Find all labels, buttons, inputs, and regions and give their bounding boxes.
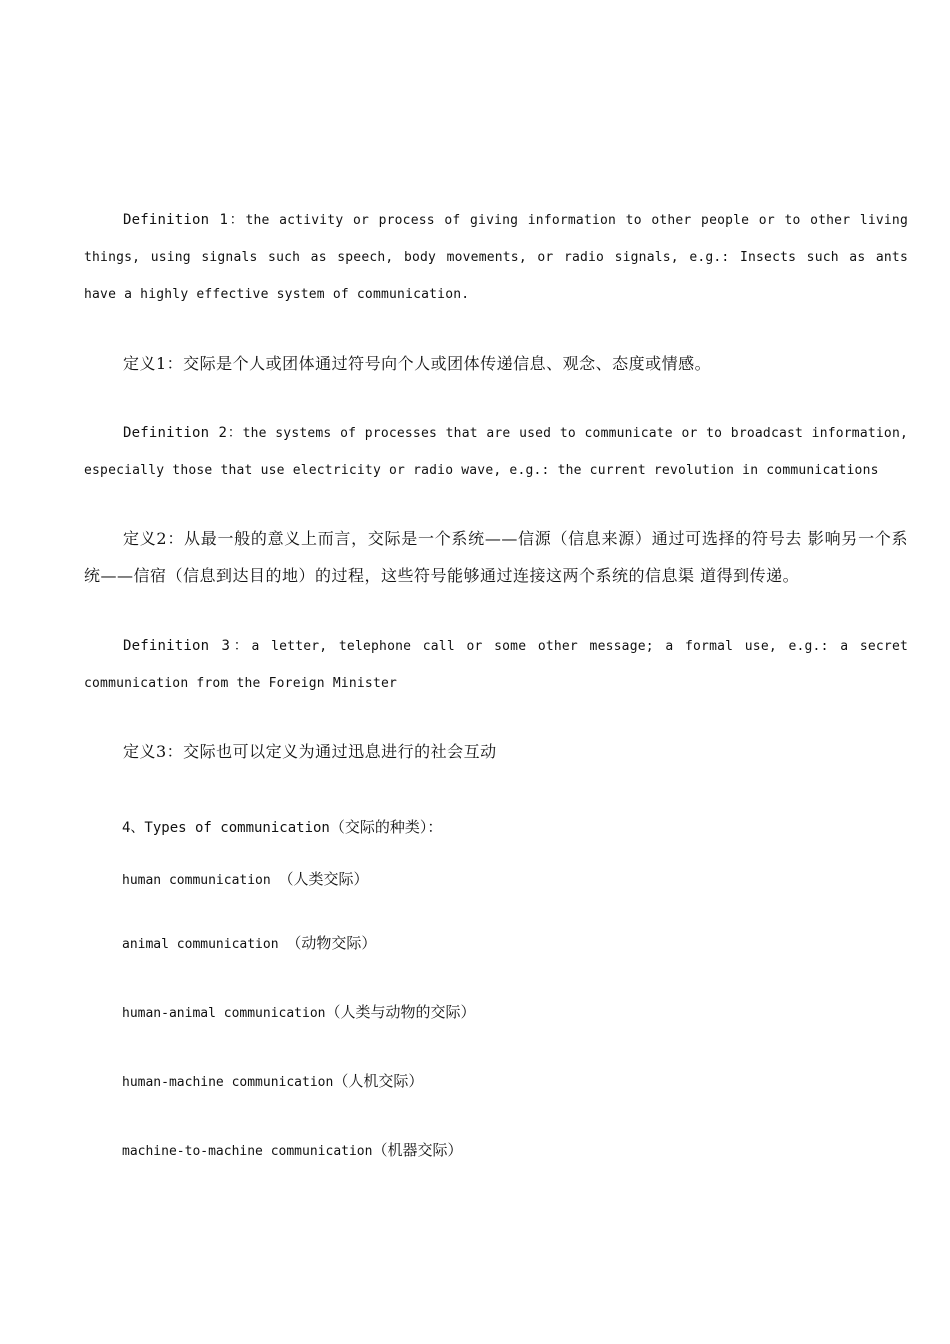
type-item-en: human-animal communication	[122, 1006, 326, 1021]
list-item	[122, 869, 369, 891]
list-item	[122, 1071, 423, 1093]
type-item-en: human communication	[122, 873, 279, 888]
type-item-en: human-machine communication	[122, 1075, 334, 1090]
list-item	[122, 1002, 476, 1024]
types-heading-en: 4、Types of communication	[122, 820, 330, 836]
definition-1-text: the activity or process of giving information to other people or to other living things, using signals such as speech, body movements, or radio signals, e.g.: Insects such as ants have a highly effective system of communication.	[84, 213, 908, 302]
types-heading-cn: （交际的种类）：	[329, 818, 443, 836]
list-item	[122, 1140, 462, 1162]
list-item	[122, 933, 376, 955]
definition-3-label: Definition 3：	[123, 638, 252, 654]
definition-1-en	[84, 202, 908, 313]
definition-1-label: Definition 1：	[123, 212, 246, 228]
type-item-en: animal communication	[122, 937, 287, 952]
definition-2-text: the systems of processes that are used to communicate or to broadcast information, especially those that use electricity or radio wave, e.g.: the current revolution in communications	[84, 426, 908, 478]
type-item-cn: （人类交际）	[278, 870, 369, 888]
definition-2-en	[84, 415, 908, 489]
definition-3-text: a letter, telephone call or some other message; a formal use, e.g.: a secret communication from the Foreign Minister	[84, 639, 909, 691]
definition-2-cn: 定义2：从最一般的意义上而言，交际是一个系统——信源（信息来源）通过可选择的符号去 影响另一个系统——信宿（信息到达目的地）的过程，这些符号能够通过连接这两个系统的信息渠 道得到传递。	[84, 529, 908, 585]
type-item-cn: （动物交际）	[286, 934, 377, 952]
definition-3-en	[84, 628, 908, 702]
type-item-cn: （人类与动物的交际）	[325, 1003, 476, 1021]
type-item-cn: （人机交际）	[333, 1072, 424, 1090]
types-heading	[122, 817, 442, 838]
type-item-en: machine-to-machine communication	[122, 1144, 373, 1159]
definition-1-cn: 定义1：交际是个人或团体通过符号向个人或团体传递信息、观念、态度或情感。	[123, 354, 712, 373]
type-item-cn: （机器交际）	[372, 1141, 463, 1159]
definition-3-cn: 定义3：交际也可以定义为通过迅息进行的社会互动	[123, 742, 497, 761]
definition-2-label: Definition 2：	[123, 425, 243, 441]
